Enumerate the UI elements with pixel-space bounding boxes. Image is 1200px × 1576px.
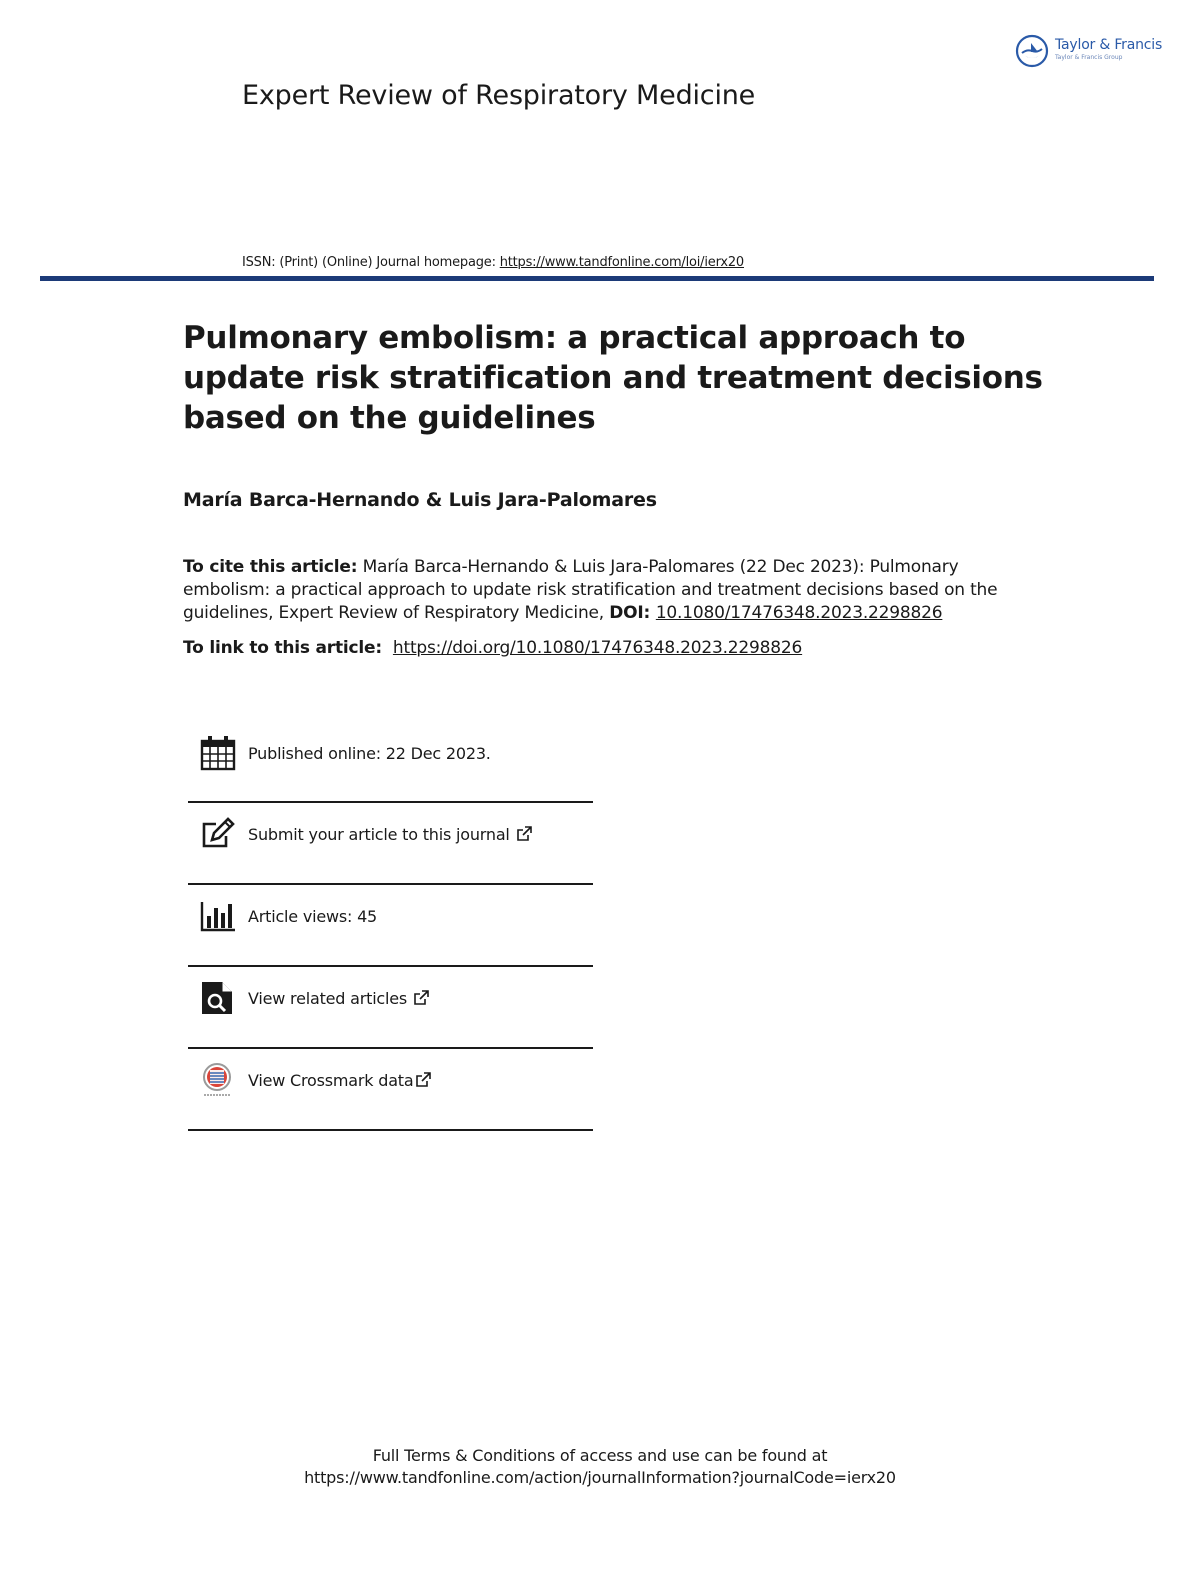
article-link[interactable]: https://doi.org/10.1080/17476348.2023.2298826 [392,638,803,658]
article-info-list [188,722,593,1131]
publisher-logo [1015,34,1165,70]
bar-chart-icon [200,898,236,934]
crossmark-icon [200,1062,236,1098]
article-link-line [183,638,802,658]
article-title: Pulmonary embolism: a practical approach to update risk stratification and treatment decisions based on the guidelines [183,320,1043,436]
article-authors: María Barca-Hernando & Luis Jara-Palomares [183,489,657,511]
citation-label: To cite this article: [183,557,358,577]
header-rule [40,276,1154,281]
related-articles-item[interactable] [188,967,593,1049]
article-views-text: Article views: 45 [248,907,378,926]
calendar-icon [200,735,236,771]
article-views-item [188,885,593,967]
doi-label: DOI: [609,603,656,623]
external-link-icon [413,990,429,1006]
journal-homepage-link[interactable]: https://www.tandfonline.com/loi/ierx20 [499,255,744,270]
crossmark-item[interactable] [188,1049,593,1131]
doi-link[interactable]: 10.1080/17476348.2023.2298826 [655,603,943,623]
journal-title: Expert Review of Respiratory Medicine [242,80,756,111]
submit-article-link[interactable] [248,825,532,844]
footer-terms-text: Full Terms & Conditions of access and use can be found at [372,1446,828,1465]
crossmark-label: View Crossmark data [248,1071,414,1090]
article-link-label: To link to this article: [183,638,388,658]
issn-label: ISSN: (Print) (Online) Journal homepage: [242,255,500,270]
footer [0,1445,1200,1489]
citation [183,556,1013,625]
external-link-icon [415,1072,431,1088]
published-online-text: Published online: 22 Dec 2023. [248,744,491,763]
submit-article-label: Submit your article to this journal [248,825,510,844]
related-articles-link[interactable] [248,989,429,1008]
issn-line [242,255,744,270]
published-online-item [188,722,593,803]
related-articles-label: View related articles [248,989,408,1008]
publisher-name: Taylor & Francis [1055,37,1163,53]
taylor-francis-logo-icon [1015,34,1049,68]
external-link-icon [516,826,532,842]
submit-article-item[interactable] [188,803,593,885]
publisher-tagline: Taylor & Francis Group [1055,54,1123,61]
edit-icon [200,816,236,852]
document-search-icon [200,980,236,1016]
citation-text: María Barca-Hernando & Luis Jara-Palomares (22 Dec 2023): Pulmonary embolism: a practical approach to update risk stratification and treatment decisions based on the guidelines, Expert Review of Respiratory Medicine, [183,557,998,623]
crossmark-link[interactable] [248,1071,431,1090]
footer-terms-link[interactable]: https://www.tandfonline.com/action/journalInformation?journalCode=ierx20 [304,1468,896,1487]
